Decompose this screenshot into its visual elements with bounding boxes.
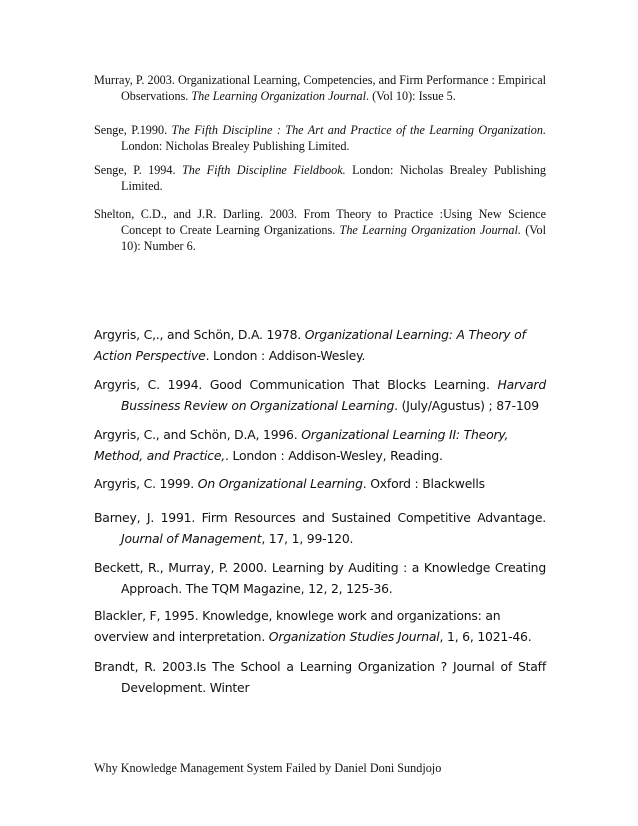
reference-argyris-1996: Argyris, C., and Schön, D.A, 1996. Organizational Learning II: Theory, Method, and Practice,. London : Addison-Wesley, Reading.: [94, 427, 509, 463]
reference-brandt-2003: Brandt, R. 2003.Is The School a Learning Organization ? Journal of Staff Development. Winter: [94, 659, 546, 695]
reference-senge-1990: Senge, P.1990. The Fifth Discipline : The Art and Practice of the Learning Organization. London: Nicholas Brealey Publishing Limited.: [94, 123, 546, 153]
reference-argyris-1999: Argyris, C. 1999. On Organizational Learning. Oxford : Blackwells: [94, 476, 485, 491]
reference-beckett-2000: Beckett, R., Murray, P. 2000. Learning by Auditing : a Knowledge Creating Approach. The TQM Magazine, 12, 2, 125-36.: [94, 560, 546, 596]
reference-blackler-1995: Blackler, F, 1995. Knowledge, knowlege work and organizations: an overview and interpretation. Organization Studies Journal, 1, 6, 1021-46.: [94, 608, 532, 644]
reference-argyris-1994: Argyris, C. 1994. Good Communication That Blocks Learning. Harvard Bussiness Review on Organizational Learning. (July/Agustus) ; 87-109: [94, 377, 546, 413]
reference-argyris-1978: Argyris, C,., and Schön, D.A. 1978. Organizational Learning: A Theory of Action Perspective. London : Addison-Wesley.: [94, 327, 526, 363]
reference-murray-2003: Murray, P. 2003. Organizational Learning, Competencies, and Firm Performance : Empirical Observations. The Learning Organization Journal. (Vol 10): Issue 5.: [94, 73, 546, 103]
reference-barney-1991: Barney, J. 1991. Firm Resources and Sustained Competitive Advantage. Journal of Management, 17, 1, 99-120.: [94, 510, 546, 546]
page-footer: Why Knowledge Management System Failed by Daniel Doni Sundjojo: [94, 761, 442, 775]
reference-senge-1994: Senge, P. 1994. The Fifth Discipline Fieldbook. London: Nicholas Brealey Publishing Limited.: [94, 163, 546, 193]
reference-shelton-2003: Shelton, C.D., and J.R. Darling. 2003. From Theory to Practice :Using New Science Concept to Create Learning Organizations. The Learning Organization Journal. (Vol 10): Number 6.: [94, 207, 546, 253]
